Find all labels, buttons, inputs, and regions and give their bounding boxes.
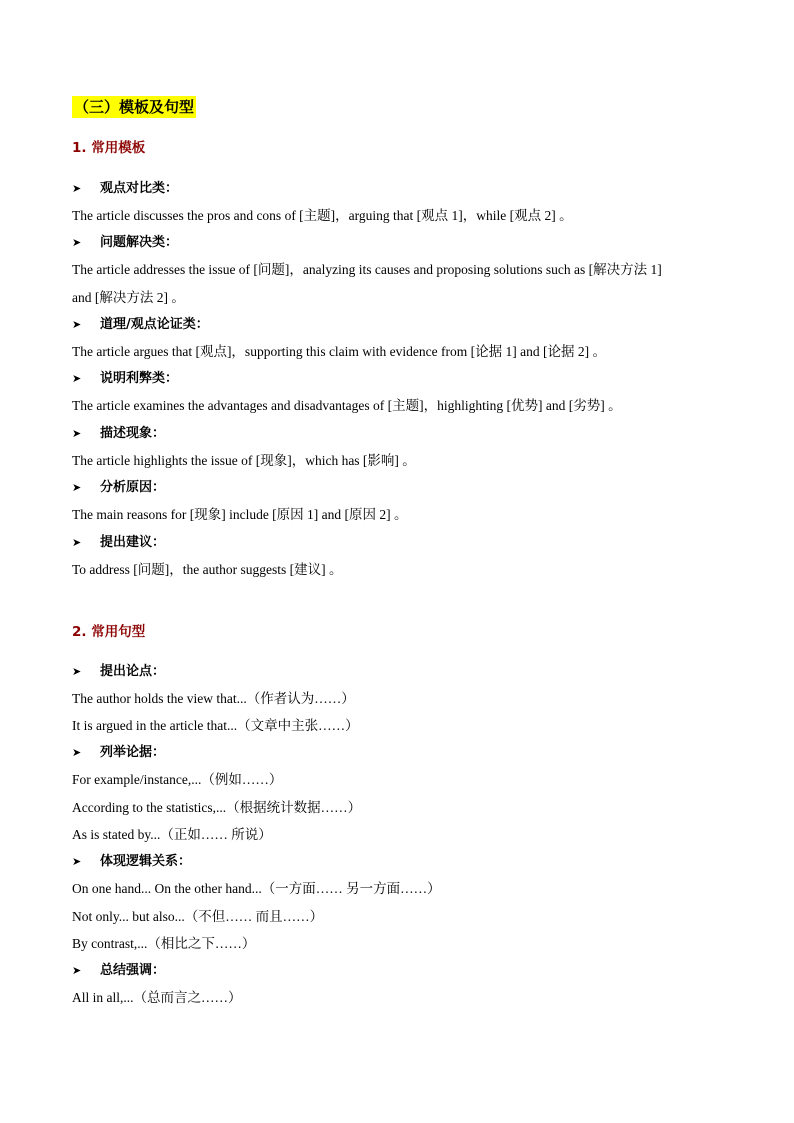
text-line: The article addresses the issue of [问题]，analyzing its causes and proposing solutions such as [解决方法 1] bbox=[72, 262, 662, 277]
bullet-label: 列举论据： bbox=[100, 745, 166, 760]
bullet-item bbox=[72, 663, 165, 681]
bullet-item bbox=[72, 744, 165, 762]
text-line: As is stated by...（正如…… 所说） bbox=[72, 827, 272, 842]
bullet-label: 提出论点： bbox=[100, 664, 166, 679]
arrowhead-icon: ➤ bbox=[72, 318, 82, 331]
bullet-label: 说明利弊类： bbox=[100, 371, 179, 386]
bullet-label: 分析原因： bbox=[100, 480, 166, 495]
arrowhead-icon: ➤ bbox=[72, 427, 82, 440]
text-line: All in all,...（总而言之……） bbox=[72, 990, 242, 1005]
text-line: By contrast,...（相比之下……） bbox=[72, 936, 256, 951]
arrowhead-icon: ➤ bbox=[72, 536, 82, 549]
bullet-item bbox=[72, 962, 165, 980]
text-line: The main reasons for [现象] include [原因 1] and [原因 2] 。 bbox=[72, 507, 408, 522]
subsection-title-sentences: 2. 常用句型 bbox=[72, 624, 146, 640]
arrowhead-icon: ➤ bbox=[72, 372, 82, 385]
bullet-item bbox=[72, 425, 165, 443]
section-heading: （三）模板及句型 bbox=[74, 98, 195, 116]
bullet-item bbox=[72, 234, 178, 252]
text-line: Not only... but also...（不但…… 而且……） bbox=[72, 909, 324, 924]
bullet-item bbox=[72, 180, 178, 198]
bullet-label: 提出建议： bbox=[100, 535, 166, 550]
bullet-label: 道理/观点论证类： bbox=[100, 317, 209, 332]
arrowhead-icon: ➤ bbox=[72, 236, 82, 249]
arrowhead-icon: ➤ bbox=[72, 746, 82, 759]
bullet-label: 问题解决类： bbox=[100, 235, 179, 250]
text-line: According to the statistics,...（根据统计数据……） bbox=[72, 800, 362, 815]
bullet-item bbox=[72, 853, 191, 871]
bullet-item bbox=[72, 479, 165, 497]
text-line: It is argued in the article that...（文章中主张……） bbox=[72, 718, 359, 733]
text-line: For example/instance,...（例如……） bbox=[72, 772, 283, 787]
text-line: The article examines the advantages and disadvantages of [主题]，highlighting [优势] and [劣势] 。 bbox=[72, 398, 622, 413]
arrowhead-icon: ➤ bbox=[72, 855, 82, 868]
bullet-label: 观点对比类： bbox=[100, 181, 179, 196]
bullet-item bbox=[72, 534, 165, 552]
arrowhead-icon: ➤ bbox=[72, 182, 82, 195]
bullet-item bbox=[72, 316, 209, 334]
text-line: The article highlights the issue of [现象]，which has [影响] 。 bbox=[72, 453, 416, 468]
text-line: The article argues that [观点]，supporting this claim with evidence from [论据 1] and [论据 2] 。 bbox=[72, 344, 606, 359]
text-line: The author holds the view that...（作者认为……） bbox=[72, 691, 355, 706]
bullet-label: 体现逻辑关系： bbox=[100, 854, 192, 869]
arrowhead-icon: ➤ bbox=[72, 665, 82, 678]
arrowhead-icon: ➤ bbox=[72, 964, 82, 977]
text-line: and [解决方法 2] 。 bbox=[72, 290, 185, 305]
arrowhead-icon: ➤ bbox=[72, 481, 82, 494]
text-line: The article discusses the pros and cons of [主题]，arguing that [观点 1]，while [观点 2] 。 bbox=[72, 208, 573, 223]
bullet-label: 总结强调： bbox=[100, 963, 166, 978]
bullet-label: 描述现象： bbox=[100, 426, 166, 441]
text-line: On one hand... On the other hand...（一方面…… 另一方面……） bbox=[72, 881, 441, 896]
bullet-item bbox=[72, 370, 178, 388]
subsection-title-templates: 1. 常用模板 bbox=[72, 140, 146, 156]
text-line: To address [问题]，the author suggests [建议] 。 bbox=[72, 562, 343, 577]
